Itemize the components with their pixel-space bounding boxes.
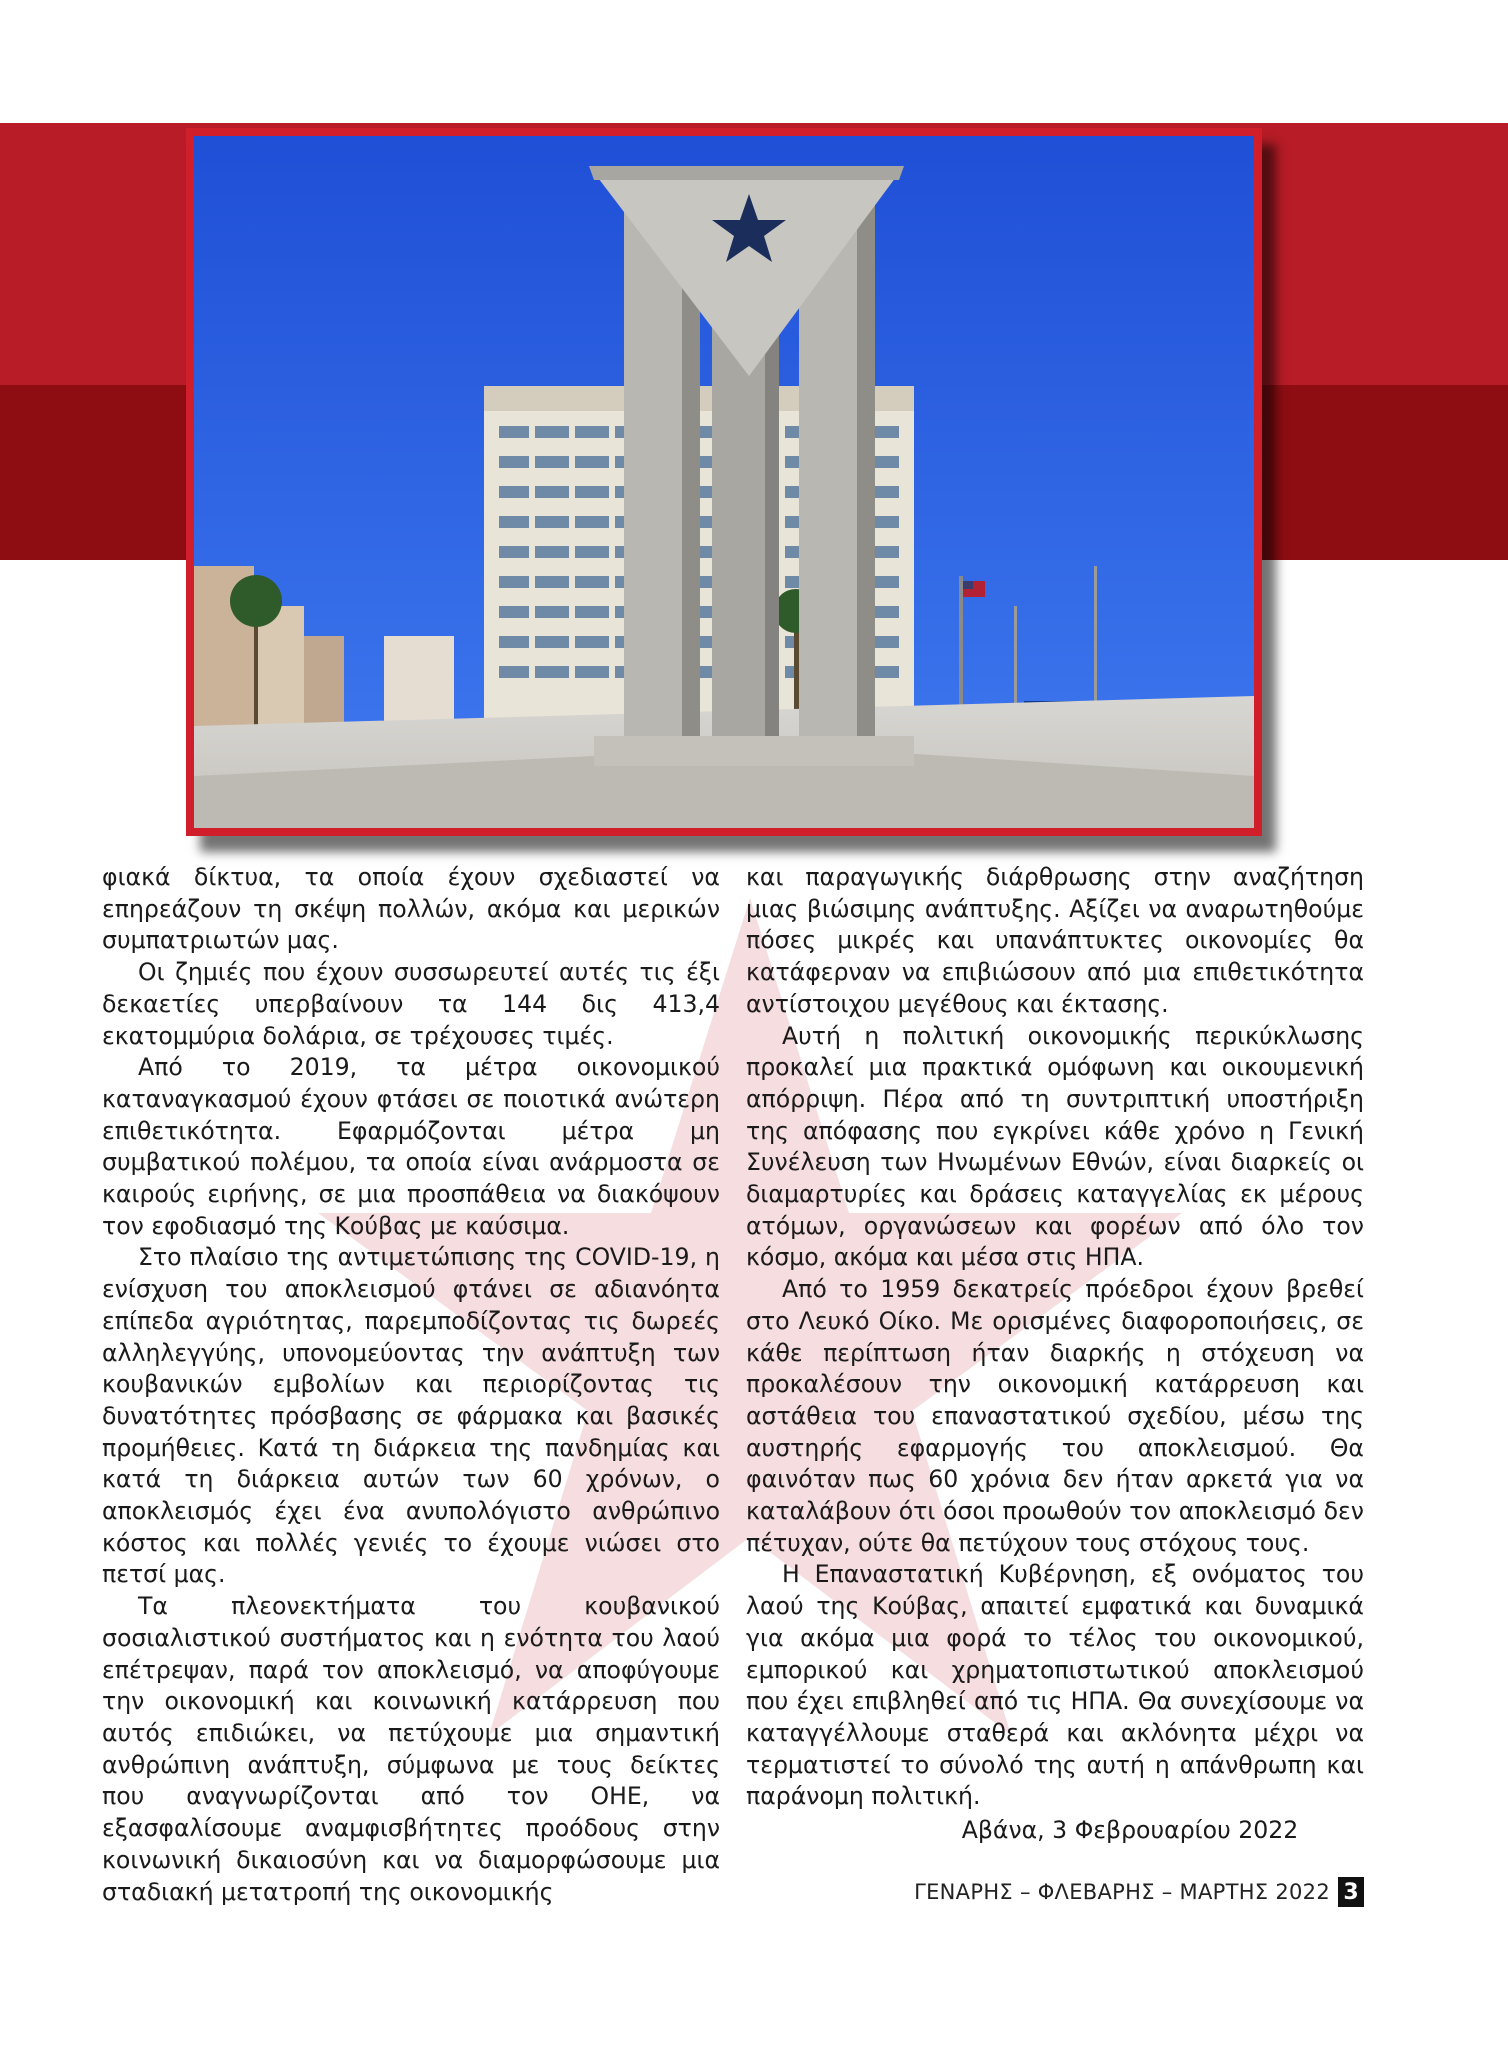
paragraph: Η Επαναστατική Κυβέρνηση, εξ ονόματος του λαού της Κούβας, απαιτεί εμφατικά και δυναμικά για ακόμα μια φορά το τέλος του οικονομικού, εμπορικού και χρηματοπιστωτικού αποκλεισμού που έχει επιβληθεί από τις ΗΠΑ. Θα συνεχίσουμε να καταγγέλλουμε σταθερά και ακλόνητα μέχρι να τερματιστεί το σύνολό της αυτή η απάνθρωπη και παράνομη πολιτική. <box>746 1560 1364 1811</box>
signature: Αβάνα, 3 Φεβρουαρίου 2022 <box>961 1816 1299 1845</box>
paragraph: και παραγωγικής διάρθρωσης στην αναζήτηση μιας βιώσιμης ανάπτυξης. Αξίζει να αναρωτηθούμε πόσες μικρές και υπανάπτυκτες οικονομίες θα κατάφερναν να επιβιώσουν από μια επιθετικότητα αντίστοιχου μεγέθους και έκτασης. <box>746 863 1364 1018</box>
left-column <box>102 862 720 1908</box>
paragraph: Στο πλαίσιο της αντιμετώπισης της COVID-19, η ενίσχυση του αποκλεισμού φτάνει σε αδιανόητα επίπεδα αγριότητας, παρεμποδίζοντας τις δωρεές αλληλεγγύης, υπονομεύοντας την ανάπτυξη των κουβανικών εμβολίων και περιορίζοντας τις δυνατότητες πρόσβασης σε φάρμακα και βασικές προμήθειες. Κατά τη διάρκεια της πανδημίας και κατά τη διάρκεια αυτών των 60 χρόνων, ο αποκλεισμός έχει ένα ανυπολόγιστο ανθρώπινο κόστος και πολλές γενιές το έχουμε νιώσει στο πετσί μας. <box>102 1243 720 1589</box>
page-footer <box>914 1876 1364 1908</box>
paragraph: Από το 1959 δεκατρείς πρόεδροι έχουν βρεθεί στο Λευκό Οίκο. Με ορισμένες διαφοροποιήσεις, σε κάθε περίπτωση ήταν διαρκής η στόχευση να προκαλέσουν την οικονομική κατάρρευση και αστάθεια του επαναστατικού σχεδίου, μέσω της αυστηρής εφαρμογής του αποκλεισμού. Θα φαινόταν πως 60 χρόνια δεν ήταν αρκετά για να καταλάβουν ότι όσοι προωθούν τον αποκλεισμό δεν πέτυχαν, ούτε θα πετύχουν τους στόχους τους. <box>746 1275 1364 1557</box>
paragraph: φιακά δίκτυα, τα οποία έχουν σχεδιαστεί να επηρεάζουν τη σκέψη πολλών, ακόμα και μερικών συμπατριωτών μας. <box>102 863 720 955</box>
paragraph: Οι ζημιές που έχουν συσσωρευτεί αυτές τις έξι δεκαετίες υπερβαίνουν τα 144 δις 413,4 εκατομμύρια δολάρια, σε τρέχουσες τιμές. <box>102 958 720 1050</box>
paragraph: Από το 2019, τα μέτρα οικονομικού καταναγκασμού έχουν φτάσει σε ποιοτικά ανώτερη επιθετικότητα. Εφαρμόζονται μέτρα μη συμβατικού πολέμου, τα οποία είναι ανάρμοστα σε καιρούς ειρήνης, σε μια προσπάθεια να διακόψουν τον εφοδιασμό της Κούβας με καύσιμα. <box>102 1053 720 1240</box>
paragraph: Αυτή η πολιτική οικονομικής περικύκλωσης προκαλεί μια πρακτικά ομόφωνη και οικουμενική απόρριψη. Πέρα από τη συντριπτική υποστήριξη της απόφασης που εγκρίνει κάθε χρόνο η Γενική Συνέλευση των Ηνωμένων Εθνών, είναι διαρκείς οι διαμαρτυρίες και δράσεις καταγγελίας εκ μέρους ατόμων, οργανώσεων και φορέων από όλο τον κόσμο, ακόμα και μέσα στις ΗΠΑ. <box>746 1021 1364 1272</box>
right-column <box>746 862 1364 1847</box>
page-number: 3 <box>1338 1877 1364 1907</box>
paragraph: Τα πλεονεκτήματα του κουβανικού σοσιαλιστικού συστήματος και η ενότητα του λαού επέτρεψαν, παρά τον αποκλεισμό, να αποφύγουμε την οικονομική και κοινωνική κατάρρευση που αυτός επιδιώκει, να πετύχουμε μια σημαντική ανθρώπινη ανάπτυξη, σύμφωνα με τους δείκτες που αναγνωρίζονται από τον ΟΗΕ, να εξασφαλίσουμε αναμφισβήτητες προόδους στην κοινωνική δικαιοσύνη και να διαμορφώσουμε μια σταδιακή μετατροπή της οικονομικής <box>102 1592 720 1906</box>
photo-frame <box>186 128 1262 836</box>
issue-label: ΓΕΝΑΡΗΣ – ΦΛΕΒΑΡΗΣ – ΜΑΡΤΗΣ 2022 <box>914 1880 1330 1904</box>
monument-photo <box>194 136 1254 828</box>
